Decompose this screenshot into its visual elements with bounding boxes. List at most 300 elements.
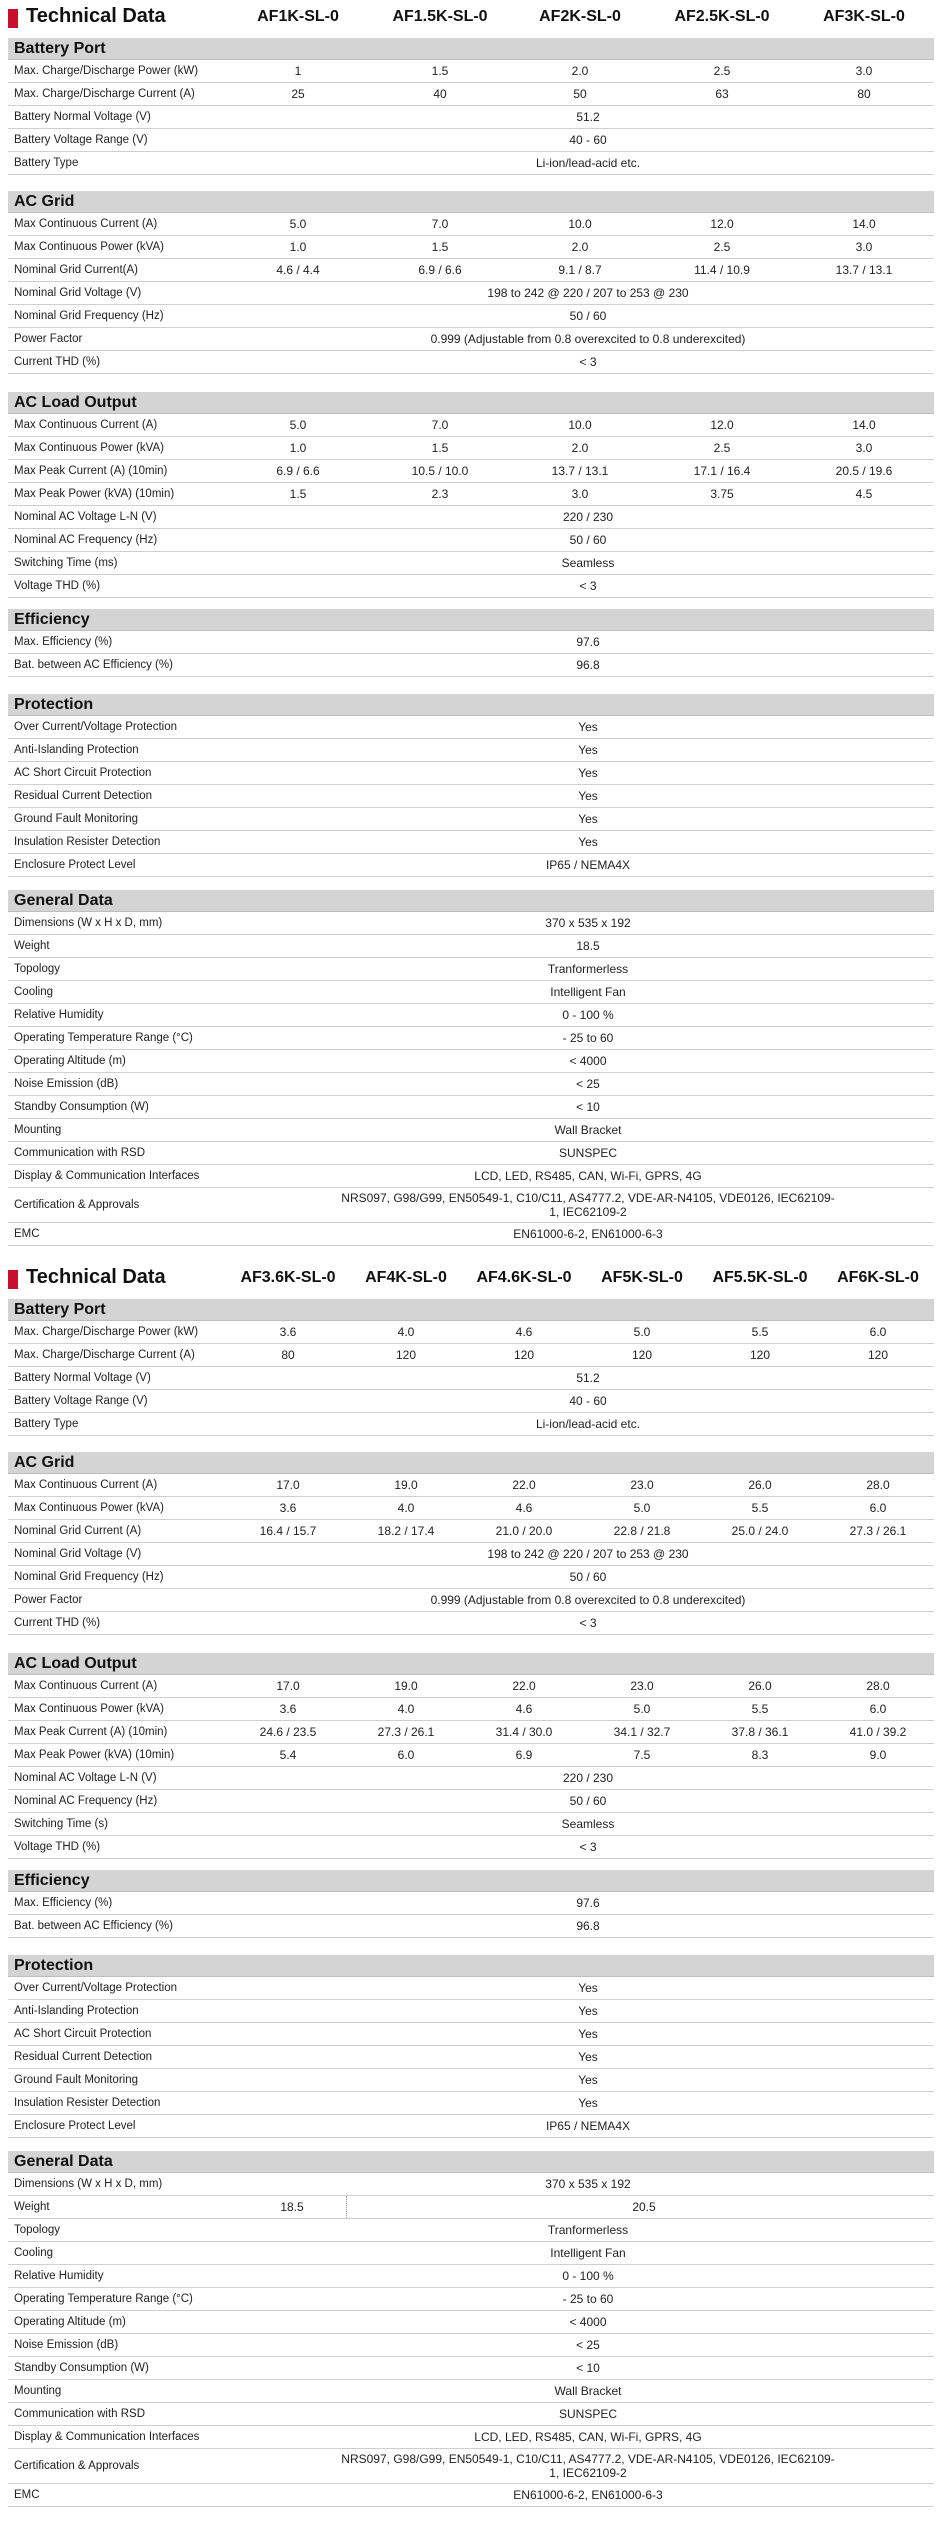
- row-label: Nominal AC Frequency (Hz): [14, 1795, 158, 1807]
- model-header: AF2K-SL-0: [539, 8, 621, 25]
- row-label: Max Continuous Power (kVA): [14, 1502, 164, 1514]
- spanning-value: Yes: [578, 812, 598, 826]
- row-label: Power Factor: [14, 1594, 83, 1606]
- row-label: Battery Normal Voltage (V): [14, 111, 151, 123]
- row-label: Ground Fault Monitoring: [14, 813, 139, 825]
- table-row: [8, 1390, 934, 1413]
- value-cell: 22.0: [512, 1478, 536, 1492]
- row-label: Anti-Islanding Protection: [14, 744, 139, 756]
- value-cell: 10.0: [568, 217, 592, 231]
- table-row: [8, 1223, 934, 1246]
- row-label: Residual Current Detection: [14, 2051, 153, 2063]
- row-label: AC Short Circuit Protection: [14, 2028, 152, 2040]
- spanning-value: NRS097, G98/G99, EN50549-1, C10/C11, AS4777.2, VDE-AR-N4105, VDE0126, IEC62109-1, IEC62109-2: [341, 2452, 835, 2480]
- table-row: [8, 1813, 934, 1836]
- row-label: Nominal AC Frequency (Hz): [14, 534, 158, 546]
- value-cell: 40: [433, 87, 447, 101]
- value-cell: 20.5 / 19.6: [835, 464, 893, 478]
- table-row: [8, 529, 934, 552]
- row-label: Nominal Grid Frequency (Hz): [14, 310, 164, 322]
- value-cell: 9.1 / 8.7: [558, 263, 602, 277]
- row-label: Max Continuous Power (kVA): [14, 1703, 164, 1715]
- table-row: [8, 1413, 934, 1436]
- value-cell: 27.3 / 26.1: [377, 1725, 435, 1739]
- spanning-value: LCD, LED, RS485, CAN, Wi-Fi, GPRS, 4G: [474, 2430, 702, 2444]
- value-cell: 5.5: [751, 1501, 769, 1515]
- value-cell: 20.5: [632, 2200, 656, 2214]
- value-cell: 120: [867, 1348, 889, 1362]
- value-cell: 2.5: [713, 240, 731, 254]
- row-label: Battery Type: [14, 157, 79, 169]
- row-label: Battery Voltage Range (V): [14, 134, 148, 146]
- value-cell: 5.0: [633, 1702, 651, 1716]
- table-row: [8, 213, 934, 236]
- row-label: Nominal Grid Voltage (V): [14, 1548, 142, 1560]
- table-row: [8, 552, 934, 575]
- spanning-value: < 3: [579, 1840, 597, 1854]
- value-cell: 19.0: [394, 1679, 418, 1693]
- section-title: AC Grid: [8, 1452, 934, 1474]
- value-cell: 19.0: [394, 1478, 418, 1492]
- table-row: [8, 716, 934, 739]
- table-row: [8, 1497, 934, 1520]
- section-title: AC Load Output: [8, 392, 934, 414]
- row-label: Insulation Resister Detection: [14, 2097, 161, 2109]
- table-title: Technical Data: [26, 5, 166, 27]
- table-row: [8, 1612, 934, 1635]
- row-label: Over Current/Voltage Protection: [14, 721, 177, 733]
- red-marker-icon: [8, 1270, 18, 1289]
- table-row: [8, 506, 934, 529]
- value-cell: 4.6: [515, 1325, 533, 1339]
- spanning-value: Tranformerless: [547, 2223, 629, 2237]
- row-label: Mounting: [14, 1124, 62, 1136]
- table-row: [8, 2380, 934, 2403]
- spanning-value: Yes: [578, 2050, 598, 2064]
- model-header: AF1K-SL-0: [257, 8, 339, 25]
- row-label: Ground Fault Monitoring: [14, 2074, 139, 2086]
- value-cell: 10.0: [568, 418, 592, 432]
- value-cell: 12.0: [710, 418, 734, 432]
- row-label: Weight: [14, 2201, 50, 2213]
- row-label: Voltage THD (%): [14, 580, 101, 592]
- section-ac-load-output: [8, 1653, 934, 1859]
- table-row: [8, 2023, 934, 2046]
- table-row: [8, 2357, 934, 2380]
- value-cell: 9.0: [869, 1748, 887, 1762]
- table-row: [8, 1767, 934, 1790]
- value-cell: 3.6: [279, 1325, 297, 1339]
- table-row: [8, 1367, 934, 1390]
- spanning-value: 370 x 535 x 192: [545, 2177, 631, 2191]
- spanning-value: 198 to 242 @ 220 / 207 to 253 @ 230: [487, 286, 689, 300]
- value-cell: 7.0: [431, 217, 449, 231]
- value-cell: 25: [291, 87, 305, 101]
- spanning-value: < 4000: [569, 2315, 607, 2329]
- table-row: [8, 1073, 934, 1096]
- row-label: Display & Communication Interfaces: [14, 1170, 200, 1182]
- value-cell: 3.6: [279, 1702, 297, 1716]
- spanning-value: Yes: [578, 720, 598, 734]
- spanning-value: 50 / 60: [569, 309, 607, 323]
- value-cell: 4.5: [855, 487, 873, 501]
- row-label: Nominal Grid Voltage (V): [14, 287, 142, 299]
- row-label: Switching Time (s): [14, 1818, 108, 1830]
- spanning-value: Li-ion/lead-acid etc.: [535, 1417, 641, 1431]
- row-label: Max. Charge/Discharge Power (kW): [14, 1326, 199, 1338]
- row-label: Nominal Grid Current(A): [14, 264, 138, 276]
- table-row: [8, 437, 934, 460]
- table-row: [8, 2000, 934, 2023]
- row-label: Operating Altitude (m): [14, 2316, 126, 2328]
- value-cell: 1: [294, 64, 302, 78]
- spanning-value: SUNSPEC: [558, 1146, 617, 1160]
- section-title: Battery Port: [8, 38, 934, 60]
- row-label: Anti-Islanding Protection: [14, 2005, 139, 2017]
- spanning-value: Intelligent Fan: [550, 985, 626, 999]
- value-cell: 120: [631, 1348, 653, 1362]
- table-row: [8, 1566, 934, 1589]
- row-label: Nominal Grid Frequency (Hz): [14, 1571, 164, 1583]
- row-label: Max Continuous Current (A): [14, 419, 158, 431]
- row-label: Certification & Approvals: [14, 2460, 140, 2472]
- value-cell: 10.5 / 10.0: [411, 464, 469, 478]
- row-label: Relative Humidity: [14, 1009, 104, 1021]
- table-row: [8, 854, 934, 877]
- section-general-data: [8, 2151, 934, 2507]
- value-cell: 6.9 / 6.6: [276, 464, 320, 478]
- value-cell: 2.0: [571, 441, 589, 455]
- value-cell: 2.5: [713, 441, 731, 455]
- value-cell: 18.2 / 17.4: [377, 1524, 435, 1538]
- model-header: AF5.5K-SL-0: [712, 1269, 808, 1286]
- table-row: [8, 1520, 934, 1543]
- spanning-value: LCD, LED, RS485, CAN, Wi-Fi, GPRS, 4G: [474, 1169, 702, 1183]
- spanning-value: 51.2: [576, 110, 600, 124]
- value-cell: 16.4 / 15.7: [259, 1524, 317, 1538]
- row-label: Communication with RSD: [14, 1147, 146, 1159]
- value-cell: 80: [857, 87, 871, 101]
- table-row: [8, 2092, 934, 2115]
- table-row: [8, 2173, 934, 2196]
- spanning-value: < 3: [579, 579, 597, 593]
- row-label: Max. Efficiency (%): [14, 636, 113, 648]
- row-label: Insulation Resister Detection: [14, 836, 161, 848]
- table-row: [8, 2115, 934, 2138]
- value-cell: 80: [281, 1348, 295, 1362]
- value-cell: 1.5: [431, 240, 449, 254]
- row-label: Battery Type: [14, 1418, 79, 1430]
- spanning-value: 51.2: [576, 1371, 600, 1385]
- table-row: [8, 328, 934, 351]
- value-cell: 1.0: [289, 441, 307, 455]
- table-row: [8, 631, 934, 654]
- row-label: EMC: [14, 2489, 40, 2501]
- row-label: Max Peak Power (kVA) (10min): [14, 488, 175, 500]
- table-row: [8, 236, 934, 259]
- value-cell: 11.4 / 10.9: [694, 263, 750, 277]
- row-label: Topology: [14, 963, 61, 975]
- table-row: [8, 762, 934, 785]
- spanning-value: Yes: [578, 2027, 598, 2041]
- spanning-value: Wall Bracket: [554, 2384, 622, 2398]
- row-label: Noise Emission (dB): [14, 1078, 119, 1090]
- table-header: [8, 4, 934, 34]
- model-header: AF1.5K-SL-0: [392, 8, 488, 25]
- value-cell: 5.0: [633, 1501, 651, 1515]
- value-cell: 2.0: [571, 64, 589, 78]
- table-row: [8, 958, 934, 981]
- row-label: Current THD (%): [14, 356, 101, 368]
- row-label: Max. Efficiency (%): [14, 1897, 113, 1909]
- model-header: AF3.6K-SL-0: [240, 1269, 336, 1286]
- row-label: Max Continuous Power (kVA): [14, 241, 164, 253]
- model-header: AF6K-SL-0: [837, 1269, 919, 1286]
- row-label: Display & Communication Interfaces: [14, 2431, 200, 2443]
- table-row: [8, 460, 934, 483]
- table-row: [8, 785, 934, 808]
- spanning-value: < 10: [576, 2361, 600, 2375]
- section-general-data: [8, 890, 934, 1246]
- table-row: [8, 1004, 934, 1027]
- value-cell: 3.0: [571, 487, 589, 501]
- table-row: [8, 2403, 934, 2426]
- spanning-value: Yes: [578, 2096, 598, 2110]
- spanning-value: EN61000-6-2, EN61000-6-3: [513, 1227, 663, 1241]
- value-cell: 1.5: [431, 441, 449, 455]
- row-label: Standby Consumption (W): [14, 1101, 149, 1113]
- table-row: [8, 1321, 934, 1344]
- value-cell: 4.6 / 4.4: [276, 263, 320, 277]
- row-label: Topology: [14, 2224, 61, 2236]
- row-label: Switching Time (ms): [14, 557, 118, 569]
- table-row: [8, 981, 934, 1004]
- spanning-value: < 4000: [569, 1054, 607, 1068]
- value-cell: 37.8 / 36.1: [731, 1725, 789, 1739]
- value-cell: 22.8 / 21.8: [613, 1524, 671, 1538]
- value-cell: 18.5: [280, 2200, 304, 2214]
- value-cell: 3.0: [855, 441, 873, 455]
- table-row: [8, 1050, 934, 1073]
- table-row: [8, 1589, 934, 1612]
- value-cell: 5.5: [751, 1702, 769, 1716]
- value-cell: 4.6: [515, 1501, 533, 1515]
- table-row: [8, 1474, 934, 1497]
- value-cell: 4.0: [397, 1501, 415, 1515]
- value-cell: 6.0: [397, 1748, 415, 1762]
- spanning-value: 50 / 60: [569, 533, 607, 547]
- table-row: [8, 83, 934, 106]
- value-cell: 6.9: [515, 1748, 533, 1762]
- value-cell: 14.0: [852, 418, 876, 432]
- value-cell: 1.5: [289, 487, 307, 501]
- spanning-value: 220 / 230: [562, 1771, 614, 1785]
- value-cell: 14.0: [852, 217, 876, 231]
- row-label: Dimensions (W x H x D, mm): [14, 2178, 163, 2190]
- value-cell: 27.3 / 26.1: [849, 1524, 907, 1538]
- table-row: [8, 2219, 934, 2242]
- table-row: [8, 1119, 934, 1142]
- row-label: Max Continuous Current (A): [14, 218, 158, 230]
- table-row: [8, 106, 934, 129]
- table-row: [8, 2484, 934, 2507]
- value-cell: 34.1 / 32.7: [613, 1725, 671, 1739]
- value-cell: 41.0 / 39.2: [849, 1725, 907, 1739]
- row-label: Max Continuous Current (A): [14, 1479, 158, 1491]
- value-cell: 6.0: [869, 1702, 887, 1716]
- row-label: Max. Charge/Discharge Current (A): [14, 1349, 195, 1361]
- section-title: Protection: [8, 694, 934, 716]
- spanning-value: 0 - 100 %: [562, 1008, 614, 1022]
- spanning-value: < 25: [576, 1077, 600, 1091]
- table-row: [8, 129, 934, 152]
- section-ac-grid: [8, 191, 934, 374]
- spanning-value: 0 - 100 %: [562, 2269, 614, 2283]
- table-row: [8, 282, 934, 305]
- section-title: Battery Port: [8, 1299, 934, 1321]
- table-row: [8, 831, 934, 854]
- section-title: General Data: [8, 890, 934, 912]
- section-title: Efficiency: [8, 1870, 934, 1892]
- section-title: AC Load Output: [8, 1653, 934, 1675]
- spanning-value: 97.6: [576, 635, 600, 649]
- row-label: Cooling: [14, 2247, 53, 2259]
- section-title: Efficiency: [8, 609, 934, 631]
- table-row: [8, 1915, 934, 1938]
- row-label: Operating Temperature Range (°C): [14, 1032, 193, 1044]
- spanning-value: < 3: [579, 355, 597, 369]
- spanning-value: Yes: [578, 2004, 598, 2018]
- value-cell: 26.0: [748, 1679, 772, 1693]
- value-cell: 5.5: [751, 1325, 769, 1339]
- table-row: [8, 1027, 934, 1050]
- value-cell: 5.4: [279, 1748, 297, 1762]
- section-efficiency: [8, 609, 934, 677]
- row-label: AC Short Circuit Protection: [14, 767, 152, 779]
- spanning-value: Tranformerless: [547, 962, 629, 976]
- section-title: General Data: [8, 2151, 934, 2173]
- row-label: Current THD (%): [14, 1617, 101, 1629]
- value-cell: 3.6: [279, 1501, 297, 1515]
- value-cell: 3.0: [855, 64, 873, 78]
- table-row: [8, 483, 934, 506]
- spanning-value: 40 - 60: [569, 1394, 607, 1408]
- table-row: [8, 351, 934, 374]
- table-row: [8, 1096, 934, 1119]
- value-cell: 4.0: [397, 1325, 415, 1339]
- value-cell: 1.5: [431, 64, 449, 78]
- spanning-value: 50 / 60: [569, 1794, 607, 1808]
- spanning-value: Yes: [578, 766, 598, 780]
- value-cell: 2.0: [571, 240, 589, 254]
- row-label: Standby Consumption (W): [14, 2362, 149, 2374]
- row-label: Max Peak Current (A) (10min): [14, 465, 168, 477]
- table-row: [8, 152, 934, 175]
- row-label: Battery Voltage Range (V): [14, 1395, 148, 1407]
- value-cell: 17.0: [276, 1679, 300, 1693]
- spanning-value: 0.999 (Adjustable from 0.8 overexcited to 0.8 underexcited): [430, 332, 746, 346]
- row-label: Max. Charge/Discharge Current (A): [14, 88, 195, 100]
- value-cell: 1.0: [289, 240, 307, 254]
- spanning-value: 370 x 535 x 192: [545, 916, 631, 930]
- row-label: Weight: [14, 940, 50, 952]
- value-cell: 25.0 / 24.0: [731, 1524, 789, 1538]
- row-label: Dimensions (W x H x D, mm): [14, 917, 163, 929]
- spanning-value: Seamless: [561, 1817, 615, 1831]
- table-row: [8, 2334, 934, 2357]
- table-row: [8, 2426, 934, 2449]
- spanning-value: IP65 / NEMA4X: [545, 858, 631, 872]
- row-label: Operating Altitude (m): [14, 1055, 126, 1067]
- value-cell: 5.0: [633, 1325, 651, 1339]
- value-cell: 120: [395, 1348, 417, 1362]
- value-cell: 3.0: [855, 240, 873, 254]
- value-cell: 3.75: [710, 487, 734, 501]
- model-header: AF2.5K-SL-0: [674, 8, 770, 25]
- spanning-value: 18.5: [576, 939, 600, 953]
- table-row: [8, 2196, 934, 2219]
- row-label: Mounting: [14, 2385, 62, 2397]
- row-label: Battery Normal Voltage (V): [14, 1372, 151, 1384]
- table-row: [8, 808, 934, 831]
- section-efficiency: [8, 1870, 934, 1938]
- row-label: Enclosure Protect Level: [14, 2120, 136, 2132]
- spanning-value: Yes: [578, 789, 598, 803]
- row-label: Communication with RSD: [14, 2408, 146, 2420]
- section-protection: [8, 694, 934, 877]
- table-row: [8, 2242, 934, 2265]
- value-cell: 21.0 / 20.0: [495, 1524, 553, 1538]
- table-row: [8, 1142, 934, 1165]
- row-label: Max Peak Current (A) (10min): [14, 1726, 168, 1738]
- row-label: Operating Temperature Range (°C): [14, 2293, 193, 2305]
- value-cell: 5.0: [289, 418, 307, 432]
- table-row: [8, 1790, 934, 1813]
- table-row: [8, 414, 934, 437]
- value-cell: 120: [513, 1348, 535, 1362]
- table-row: [8, 575, 934, 598]
- table-row: [8, 305, 934, 328]
- table-row: [8, 60, 934, 83]
- model-header: AF3K-SL-0: [823, 8, 905, 25]
- spanning-value: NRS097, G98/G99, EN50549-1, C10/C11, AS4777.2, VDE-AR-N4105, VDE0126, IEC62109-1, IEC62109-2: [341, 1191, 835, 1219]
- value-cell: 4.6: [515, 1702, 533, 1716]
- spanning-value: < 10: [576, 1100, 600, 1114]
- table-row: [8, 2449, 934, 2484]
- row-label: Residual Current Detection: [14, 790, 153, 802]
- model-header: AF4.6K-SL-0: [476, 1269, 572, 1286]
- row-label: Bat. between AC Efficiency (%): [14, 1920, 173, 1932]
- red-marker-icon: [8, 9, 18, 28]
- value-cell: 5.0: [289, 217, 307, 231]
- section-protection: [8, 1955, 934, 2138]
- section-battery-port: [8, 1299, 934, 1436]
- row-label: Enclosure Protect Level: [14, 859, 136, 871]
- spanning-value: < 3: [579, 1616, 597, 1630]
- table-row: [8, 1892, 934, 1915]
- row-label: Max Continuous Power (kVA): [14, 442, 164, 454]
- spanning-value: Li-ion/lead-acid etc.: [535, 156, 641, 170]
- spec-table-1: [8, 4, 934, 1241]
- table-row: [8, 1977, 934, 2000]
- spanning-value: 97.6: [576, 1896, 600, 1910]
- table-header: [8, 1265, 934, 1295]
- value-cell: 28.0: [866, 1679, 890, 1693]
- spanning-value: Seamless: [561, 556, 615, 570]
- table-row: [8, 1675, 934, 1698]
- value-cell: 28.0: [866, 1478, 890, 1492]
- row-label: EMC: [14, 1228, 40, 1240]
